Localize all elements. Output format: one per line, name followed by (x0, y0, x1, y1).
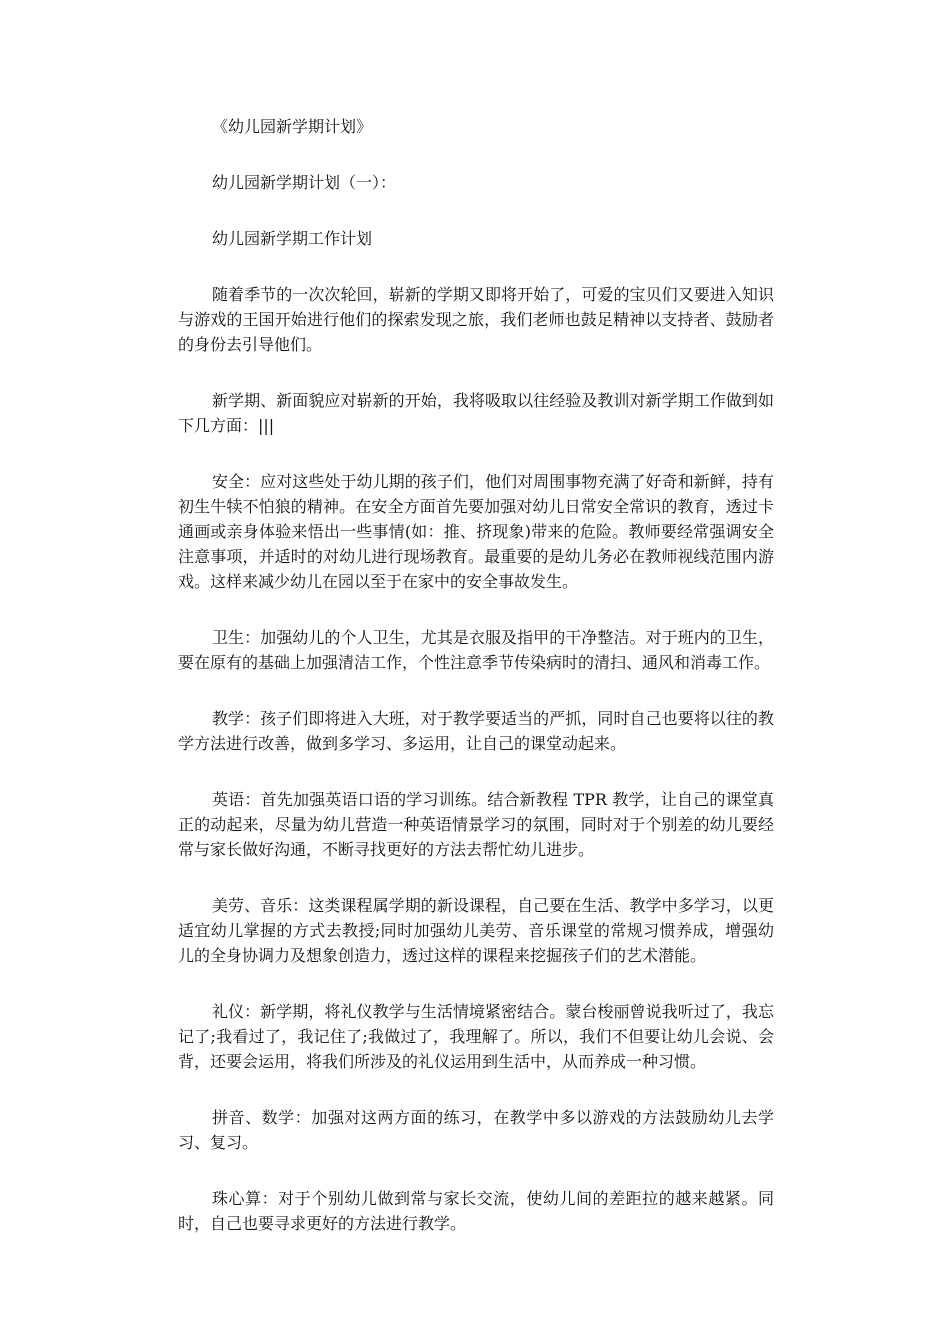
document-title: 《幼儿园新学期计划》 (212, 117, 373, 136)
document-subtitle: 幼儿园新学期计划（一）： (212, 173, 397, 192)
paragraph-art-music: 美劳、音乐：这类课程属学期的新设课程，自己要在生活、教学中多学习，以更适宜幼儿掌握的方式去教授;同时加强幼儿美劳、音乐课堂的常规习惯养成，增强幼儿的全身协调力及想象创造力，透过这样的课程来挖掘孩子们的艺术潜能。 (178, 896, 774, 965)
paragraph-intro: 随着季节的一次次轮回，崭新的学期又即将开始了，可爱的宝贝们又要进入知识与游戏的王国开始进行他们的探索发现之旅，我们老师也鼓足精神以支持者、鼓励者的身份去引导他们。 (178, 285, 774, 354)
paragraph-english: 英语：首先加强英语口语的学习训练。结合新教程 TPR 教学，让自己的课堂真正的动起来，尽量为幼儿营造一种英语情景学习的氛围，同时对于个别差的幼儿要经常与家长做好沟通，不断寻找更好的方法去帮忙幼儿进步。 (178, 790, 774, 859)
paragraph-pinyin-math: 拼音、数学：加强对这两方面的练习，在教学中多以游戏的方法鼓励幼儿去学习、复习。 (178, 1108, 774, 1152)
document-heading: 幼儿园新学期工作计划 (212, 229, 373, 248)
document-body (178, 114, 774, 1267)
paragraph-etiquette: 礼仪：新学期，将礼仪教学与生活情境紧密结合。蒙台梭丽曾说我听过了，我忘记了;我看过了，我记住了;我做过了，我理解了。所以，我们不但要让幼儿会说、会背，还要会运用，将我们所涉及的礼仪运用到生活中，从而养成一种习惯。 (178, 1002, 774, 1071)
paragraph-overview: 新学期、新面貌应对崭新的开始，我将吸取以往经验及教训对新学期工作做到如下几方面：||| (178, 391, 774, 435)
paragraph-safety: 安全：应对这些处于幼儿期的孩子们，他们对周围事物充满了好奇和新鲜，持有初生牛犊不怕狼的精神。在安全方面首先要加强对幼儿日常安全常识的教育，透过卡通画或亲身体验来悟出一些事情(如：推、挤现象)带来的危险。教师要经常强调安全注意事项，并适时的对幼儿进行现场教育。最重要的是幼儿务必在教师视线范围内游戏。这样来减少幼儿在园以至于在家中的安全事故发生。 (178, 472, 774, 591)
paragraph-abacus: 珠心算：对于个别幼儿做到常与家长交流，使幼儿间的差距拉的越来越紧。同时，自己也要寻求更好的方法进行教学。 (178, 1189, 774, 1233)
paragraph-teaching: 教学：孩子们即将进入大班，对于教学要适当的严抓，同时自己也要将以往的教学方法进行改善，做到多学习、多运用，让自己的课堂动起来。 (178, 709, 774, 753)
paragraph-hygiene: 卫生：加强幼儿的个人卫生，尤其是衣服及指甲的干净整洁。对于班内的卫生，要在原有的基础上加强清洁工作，个性注意季节传染病时的清扫、通风和消毒工作。 (178, 628, 774, 672)
